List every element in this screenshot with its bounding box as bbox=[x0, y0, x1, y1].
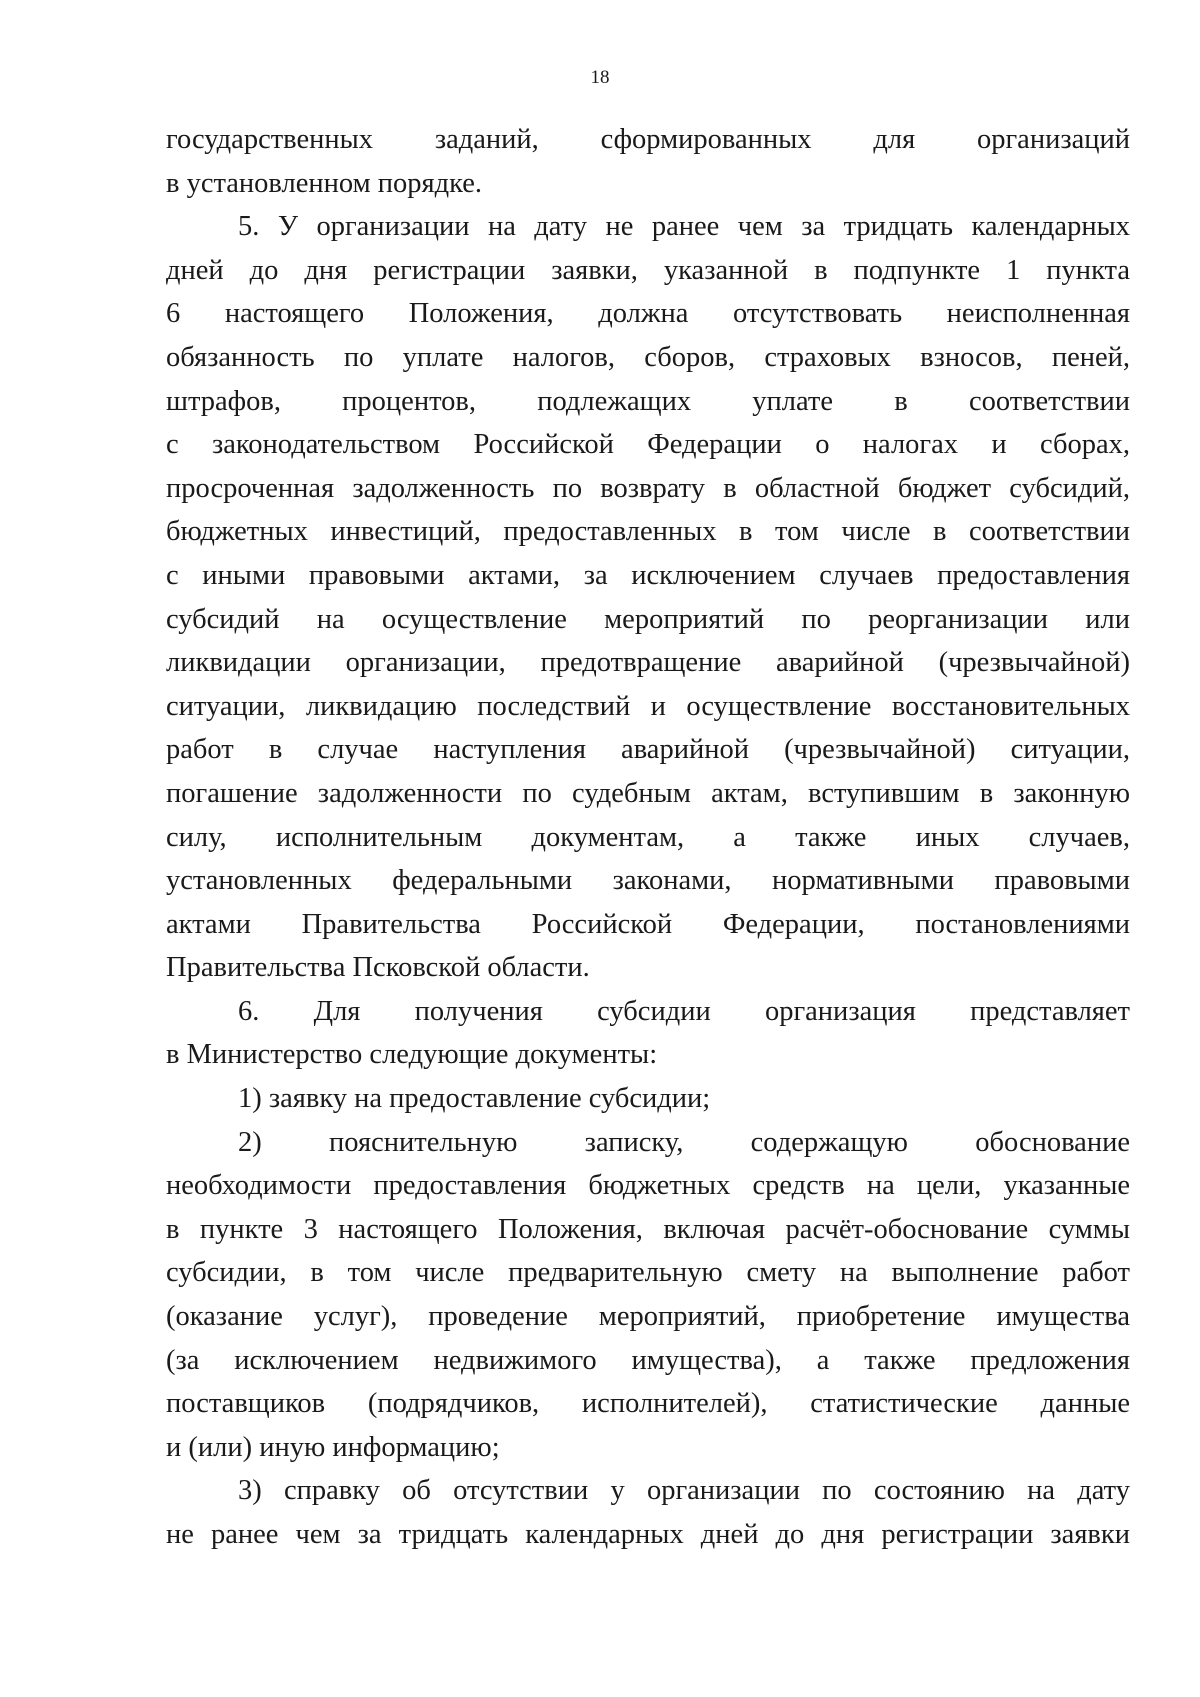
text-line: субсидий на осуществление мероприятий по реорганизации или bbox=[166, 603, 1130, 635]
text-line: актами Правительства Российской Федерации, постановлениями bbox=[166, 908, 1130, 940]
text-line: поставщиков (подрядчиков, исполнителей), статистические данные bbox=[166, 1388, 1130, 1420]
text-line: установленных федеральными законами, нормативными правовыми bbox=[166, 865, 1130, 897]
text-line: обязанность по уплате налогов, сборов, страховых взносов, пеней, bbox=[166, 341, 1130, 373]
text-line: не ранее чем за тридцать календарных дней до дня регистрации заявки bbox=[166, 1519, 1130, 1550]
text-line: (оказание услуг), проведение мероприятий, приобретение имущества bbox=[166, 1301, 1130, 1333]
text-line: 2) пояснительную записку, содержащую обоснование bbox=[238, 1126, 1130, 1158]
text-line: с законодательством Российской Федерации о налогах и сборах, bbox=[166, 429, 1130, 461]
text-line: 6 настоящего Положения, должна отсутствовать неисполненная bbox=[166, 298, 1130, 330]
text-line: в установленном порядке. bbox=[166, 167, 483, 199]
text-line: 1) заявку на предоставление субсидии; bbox=[238, 1083, 711, 1115]
text-line: государственных заданий, сформированных для организаций bbox=[166, 124, 1130, 155]
text-line: в пункте 3 настоящего Положения, включая расчёт-обоснование суммы bbox=[166, 1213, 1130, 1245]
text-line: субсидии, в том числе предварительную смету на выполнение работ bbox=[166, 1257, 1130, 1289]
text-line: штрафов, процентов, подлежащих уплате в соответствии bbox=[166, 385, 1130, 417]
text-line: просроченная задолженность по возврату в областной бюджет субсидий, bbox=[166, 472, 1130, 504]
text-line: (за исключением недвижимого имущества), а также предложения bbox=[166, 1344, 1130, 1376]
text-line: необходимости предоставления бюджетных средств на цели, указанные bbox=[166, 1170, 1130, 1202]
text-line: ситуации, ликвидацию последствий и осуществление восстановительных bbox=[166, 690, 1130, 722]
text-line: дней до дня регистрации заявки, указанной в подпункте 1 пункта bbox=[166, 254, 1130, 286]
text-line: работ в случае наступления аварийной (чрезвычайной) ситуации, bbox=[166, 734, 1130, 766]
page-number: 18 bbox=[590, 67, 610, 88]
text-line: 3) справку об отсутствии у организации по состоянию на дату bbox=[238, 1475, 1130, 1507]
text-line: бюджетных инвестиций, предоставленных в том числе в соответствии bbox=[166, 516, 1130, 548]
text-line: и (или) иную информацию; bbox=[166, 1431, 500, 1463]
text-line: с иными правовыми актами, за исключением случаев предоставления bbox=[166, 559, 1130, 591]
text-line: в Министерство следующие документы: bbox=[166, 1039, 658, 1071]
text-line: 5. У организации на дату не ранее чем за тридцать календарных bbox=[238, 211, 1130, 243]
text-line: ликвидации организации, предотвращение аварийной (чрезвычайной) bbox=[166, 647, 1130, 679]
text-line: Правительства Псковской области. bbox=[166, 952, 590, 984]
text-line: силу, исполнительным документам, а также иных случаев, bbox=[166, 821, 1130, 853]
text-line: погашение задолженности по судебным актам, вступившим в законную bbox=[166, 777, 1130, 809]
document-text bbox=[166, 118, 1130, 1557]
text-line: 6. Для получения субсидии организация представляет bbox=[238, 995, 1130, 1027]
